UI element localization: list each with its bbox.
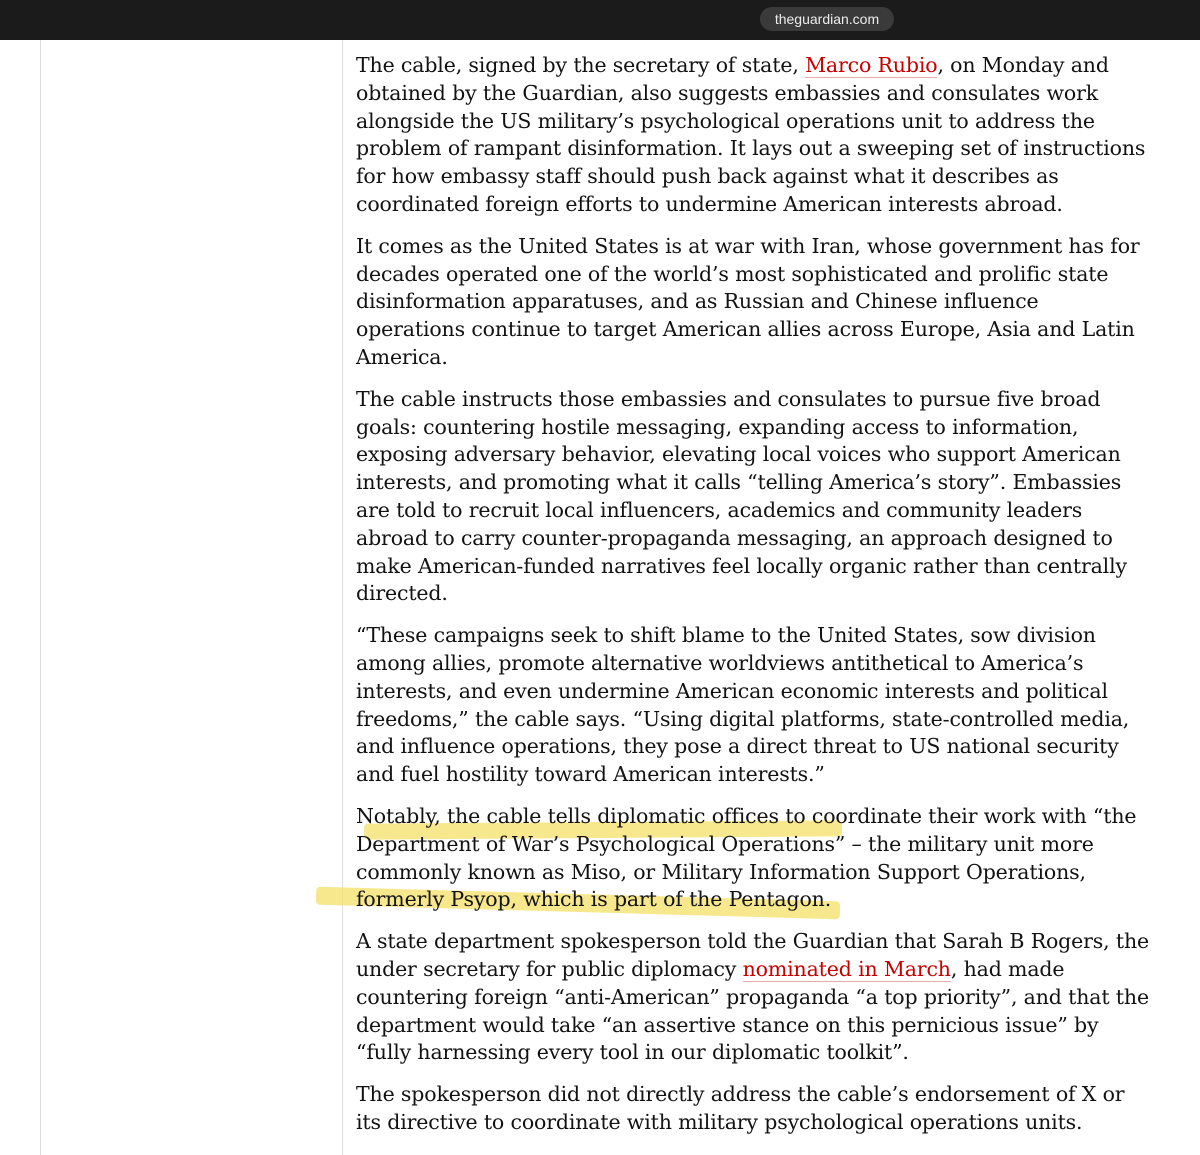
address-bar[interactable]: theguardian.com xyxy=(760,7,894,31)
text-line: and influence operations, they pose a direct threat to US national security xyxy=(356,734,1119,759)
text: , had made xyxy=(950,956,1065,981)
text-line: A state department spokesperson told the Guardian that Sarah B Rogers, the xyxy=(356,929,1149,954)
text-line: coordinated foreign efforts to undermine American interests abroad. xyxy=(356,191,1063,216)
paragraph-4 xyxy=(356,622,1130,789)
text-line: decades operated one of the world’s most sophisticated and prolific state xyxy=(356,261,1109,286)
text-line: The spokesperson did not directly address the cable’s endorsement of X or xyxy=(356,1082,1125,1107)
paragraph-7 xyxy=(356,1081,1125,1137)
text-line: obtained by the Guardian, also suggests embassies and consulates work xyxy=(356,80,1098,105)
text-line: freedoms,” the cable says. “Using digital platforms, state-controlled media, xyxy=(356,706,1130,731)
text-line: and fuel hostility toward American interests.” xyxy=(356,762,825,787)
browser-top-bar xyxy=(0,0,1200,40)
text: under secretary for public diplomacy xyxy=(356,956,743,981)
text-line: exposing adversary behavior, elevating local voices who support American xyxy=(356,442,1121,467)
text-line: commonly known as Miso, or Military Information Support Operations, xyxy=(356,859,1086,884)
text-line: among allies, promote alternative worldviews antithetical to America’s xyxy=(356,650,1084,675)
paragraph-3 xyxy=(356,386,1127,608)
paragraph-5-highlighted xyxy=(356,803,1137,914)
text-line: its directive to coordinate with military psychological operations units. xyxy=(356,1109,1083,1134)
paragraph-6 xyxy=(356,928,1149,1067)
text-line: formerly Psyop, which is part of the Pentagon. xyxy=(356,887,832,912)
text-line: problem of rampant disinformation. It lays out a sweeping set of instructions xyxy=(356,136,1146,161)
content-column-divider xyxy=(342,40,343,1155)
text-line: Department of War’s Psychological Operations” – the military unit more xyxy=(356,831,1094,856)
text-line: “These campaigns seek to shift blame to the United States, sow division xyxy=(356,623,1096,648)
text-line: department would take “an assertive stance on this pernicious issue” by xyxy=(356,1012,1099,1037)
text-line: directed. xyxy=(356,581,448,606)
nominated-in-march-link[interactable]: nominated in March xyxy=(742,956,951,981)
text-line: countering foreign “anti-American” propaganda “a top priority”, and that the xyxy=(356,984,1149,1009)
text-line: Notably, the cable tells diplomatic offices to coordinate their work with “the xyxy=(356,803,1137,828)
marco-rubio-link[interactable]: Marco Rubio xyxy=(805,53,938,77)
text-line: interests, and promoting what it calls “telling America’s story”. Embassies xyxy=(356,470,1122,495)
article-page xyxy=(0,40,1200,1155)
text-line: goals: countering hostile messaging, expanding access to information, xyxy=(356,414,1079,439)
text-line: “fully harnessing every tool in our diplomatic toolkit”. xyxy=(356,1040,909,1065)
text-line: alongside the US military’s psychological operations unit to address the xyxy=(356,108,1095,133)
text-line: America. xyxy=(356,344,448,369)
text-line: disinformation apparatuses, and as Russian and Chinese influence xyxy=(356,289,1039,314)
paragraph-1 xyxy=(356,52,1146,219)
text-line: are told to recruit local influencers, academics and community leaders xyxy=(356,497,1083,522)
text-line: operations continue to target American allies across Europe, Asia and Latin xyxy=(356,317,1135,342)
text: The cable, signed by the secretary of state, xyxy=(356,53,806,77)
left-column-divider xyxy=(40,40,41,1155)
text-line: The cable instructs those embassies and consulates to pursue five broad xyxy=(356,386,1101,411)
text-line: interests, and even undermine American economic interests and political xyxy=(356,678,1108,703)
text-line: make American-funded narratives feel locally organic rather than centrally xyxy=(356,553,1127,578)
text-line: It comes as the United States is at war with Iran, whose government has for xyxy=(356,233,1140,258)
text: , on Monday and xyxy=(937,53,1109,77)
text-line: abroad to carry counter-propaganda messaging, an approach designed to xyxy=(356,525,1113,550)
article-body xyxy=(356,52,1149,1151)
paragraph-2 xyxy=(356,233,1140,372)
text-line: for how embassy staff should push back against what it describes as xyxy=(356,164,1059,189)
